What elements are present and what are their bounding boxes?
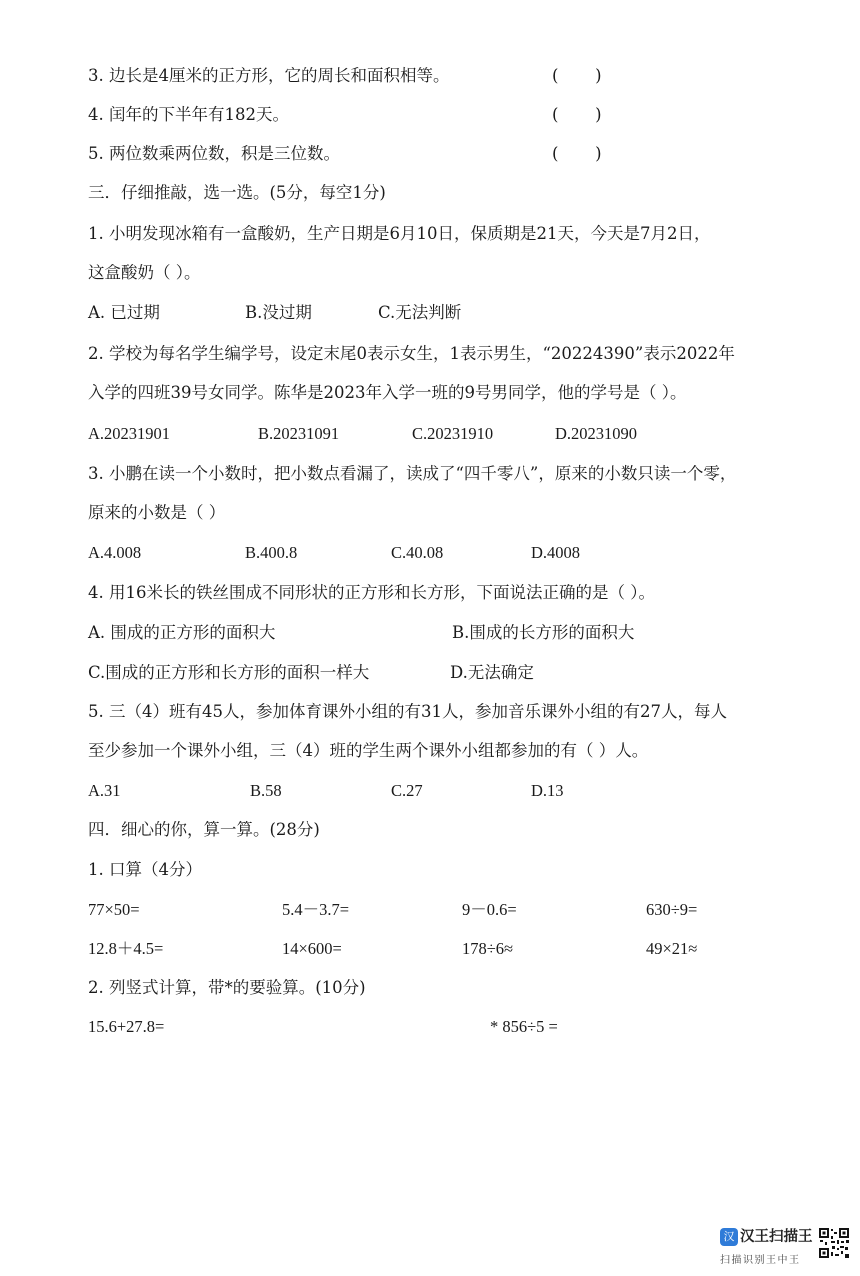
section-4-heading: 四．细心的你，算一算。(28分) [88,820,320,839]
judge-item-3: 3. 边长是4厘米的正方形，它的周长和面积相等。 [88,66,450,85]
mc-q4-option-b[interactable]: B.围成的长方形的面积大 [452,623,635,642]
mental-math-item[interactable]: 630÷9= [646,900,698,919]
mc-q3-option-d[interactable]: D.4008 [531,543,581,562]
mc-q4-option-c[interactable]: C.围成的正方形和长方形的面积一样大 [88,663,370,682]
mental-math-item[interactable]: 12.8＋4.5= [88,939,164,958]
mc-q2-option-b[interactable]: B.20231091 [258,424,340,443]
mental-math-item[interactable]: 5.4－3.7= [282,900,350,919]
mc-q3-option-c[interactable]: C.40.08 [391,543,444,562]
vertical-calc-item[interactable]: * 856÷5 = [490,1017,558,1036]
mc-q2-option-d[interactable]: D.20231090 [555,424,638,443]
mc-q5-option-c[interactable]: C.27 [391,781,423,800]
judge-item-4: 4. 闰年的下半年有182天。 [88,105,289,124]
mc-question-2-line1: 2. 学校为每名学生编学号，设定末尾0表示女生，1表示男生，“20224390”表示2022年 [88,344,735,363]
mc-q1-option-a[interactable]: A. 已过期 [88,303,160,322]
mental-math-item[interactable]: 49×21≈ [646,939,698,958]
mc-question-5-line2: 至少参加一个课外小组，三（4）班的学生两个课外小组都参加的有（ ）人。 [88,741,649,760]
qr-code-icon [818,1227,850,1259]
mental-math-item[interactable]: 77×50= [88,900,140,919]
mc-q2-option-c[interactable]: C.20231910 [412,424,494,443]
mc-question-1-line2: 这盒酸奶（ ）。 [88,263,201,282]
mental-math-item[interactable]: 178÷6≈ [462,939,514,958]
mc-q5-option-d[interactable]: D.13 [531,781,564,800]
section-3-heading: 三．仔细推敲，选一选。(5分，每空1分) [88,183,386,202]
judge-answer-blank-3[interactable]: ( ) [552,66,602,85]
judge-item-5: 5. 两位数乘两位数，积是三位数。 [88,144,340,163]
mc-q5-option-b[interactable]: B.58 [250,781,282,800]
vertical-calc-subheading: 2. 列竖式计算，带*的要验算。(10分) [88,978,366,997]
mc-question-3-line2: 原来的小数是（ ） [88,503,226,522]
vertical-calc-item[interactable]: 15.6+27.8= [88,1017,165,1036]
mc-question-4-line1: 4. 用16米长的铁丝围成不同形状的正方形和长方形，下面说法正确的是（ ）。 [88,583,655,602]
judge-answer-blank-5[interactable]: ( ) [552,144,602,163]
mc-question-5-line1: 5. 三（4）班有45人，参加体育课外小组的有31人，参加音乐课外小组的有27人，每人 [88,702,727,721]
mental-math-item[interactable]: 9－0.6= [462,900,517,919]
mc-q5-option-a[interactable]: A.31 [88,781,121,800]
mental-math-item[interactable]: 14×600= [282,939,342,958]
mc-question-1-line1: 1. 小明发现冰箱有一盒酸奶，生产日期是6月10日，保质期是21天，今天是7月2日， [88,224,711,243]
judge-answer-blank-4[interactable]: ( ) [552,105,602,124]
mc-q3-option-b[interactable]: B.400.8 [245,543,298,562]
mc-q1-option-c[interactable]: C.无法判断 [378,303,462,322]
mc-q4-option-a[interactable]: A. 围成的正方形的面积大 [88,623,276,642]
mc-q3-option-a[interactable]: A.4.008 [88,543,142,562]
mc-question-2-line2: 入学的四班39号女同学。陈华是2023年入学一班的9号男同学，他的学号是（ ）。 [88,383,687,402]
scanner-brand-name: 汉王扫描王 [740,1229,813,1245]
scanner-logo-icon: 汉 [720,1228,738,1246]
mc-q2-option-a[interactable]: A.20231901 [88,424,171,443]
mc-question-3-line1: 3. 小鹏在读一个小数时，把小数点看漏了，读成了“四千零八”，原来的小数只读一个零， [88,464,737,483]
scanner-tagline: 扫描识别王中王 [720,1255,801,1266]
mc-q4-option-d[interactable]: D.无法确定 [450,663,534,682]
mc-q1-option-b[interactable]: B.没过期 [245,303,312,322]
mental-math-subheading: 1. 口算（4分） [88,860,202,879]
